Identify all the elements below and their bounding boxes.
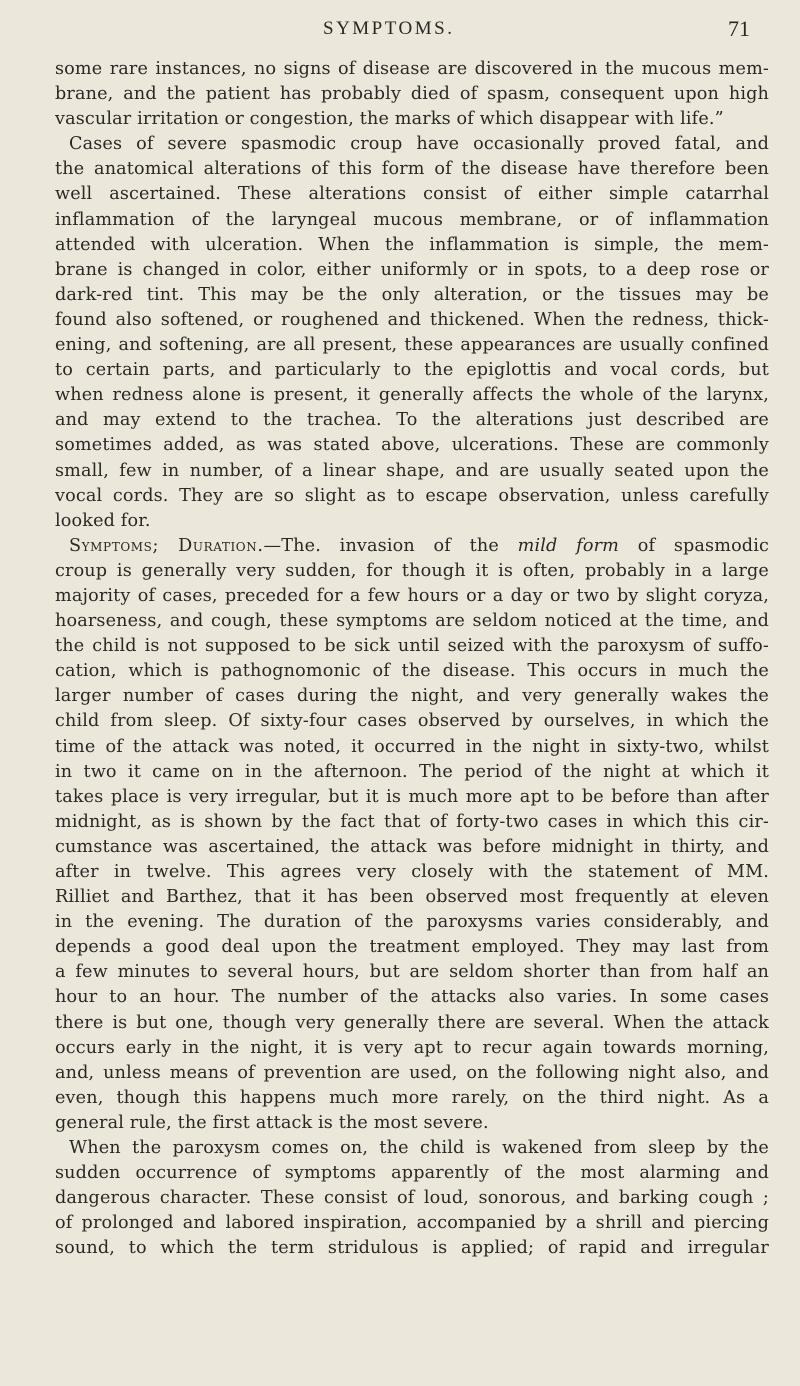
text-line: When the paroxysm comes on, the child is wakened from sleep by the <box>69 1138 769 1159</box>
italic-term: mild form <box>517 535 619 556</box>
text-line: croup is generally very sudden, for though it is often, probably in a large <box>55 560 769 581</box>
text-line: inflammation of the laryngeal mucous membrane, or of inflammation <box>55 209 769 230</box>
text-line: looked for. <box>55 510 151 531</box>
text-line: cumstance was ascertained, the attack was before midnight in thirty, and <box>55 836 769 857</box>
text-line: of prolonged and labored inspiration, accompanied by a shrill and piercing <box>55 1213 769 1234</box>
text-line: sometimes added, as was stated above, ulcerations. These are commonly <box>55 435 769 456</box>
text-line: hour to an hour. The number of the attacks also varies. In some cases <box>55 987 769 1008</box>
text-line: midnight, as is shown by the fact that of forty-two cases in which this cir- <box>55 811 769 832</box>
text-run: —The. invasion of the <box>263 535 518 556</box>
text-line: a few minutes to several hours, but are seldom shorter than from half an <box>55 962 769 983</box>
text-line: general rule, the first attack is the most severe. <box>55 1112 489 1133</box>
text-line: well ascertained. These alterations consist of either simple catarrhal <box>55 184 769 205</box>
text-line: dangerous character. These consist of loud, sonorous, and barking cough ; <box>55 1188 769 1209</box>
text-line: sound, to which the term stridulous is applied; of rapid and irregular <box>55 1238 769 1259</box>
section-heading: Symptoms; Duration. <box>69 535 264 556</box>
text-line: hoarseness, and cough, these symptoms are seldom noticed at the time, and <box>55 611 769 632</box>
text-line: vascular irritation or congestion, the marks of which disappear with life.” <box>55 109 724 130</box>
paragraph-symptoms-duration <box>55 534 769 1136</box>
page-number: 71 <box>728 16 750 41</box>
text-line: sudden occurrence of symptoms apparently of the most alarming and <box>55 1163 769 1184</box>
text-line: larger number of cases during the night, and very generally wakes the <box>55 686 769 707</box>
text-line: the child is not supposed to be sick until seized with the paroxysm of suffo- <box>55 636 769 657</box>
text-line: cation, which is pathognomonic of the disease. This occurs in much the <box>55 661 769 682</box>
text-line: small, few in number, of a linear shape, and are usually seated upon the <box>55 460 769 481</box>
running-head <box>0 16 800 46</box>
text-line: time of the attack was noted, it occurred in the night in sixty-two, whilst <box>55 736 769 757</box>
text-line: occurs early in the night, it is very apt to recur again towards morning, <box>55 1037 769 1058</box>
text-line: vocal cords. They are so slight as to escape observation, unless carefully <box>55 485 769 506</box>
paragraph-paroxysm <box>55 1136 769 1261</box>
text-line: brane is changed in color, either uniformly or in spots, to a deep rose or <box>55 259 769 280</box>
text-line: dark-red tint. This may be the only alteration, or the tissues may be <box>55 284 769 305</box>
text-line: found also softened, or roughened and thickened. When the redness, thick- <box>55 309 769 330</box>
paragraph-anatomical-alterations <box>55 132 769 534</box>
text-line: Cases of severe spasmodic croup have occasionally proved fatal, and <box>69 134 769 155</box>
paragraph-continued <box>55 57 769 132</box>
text-line: depends a good deal upon the treatment employed. They may last from <box>55 937 769 958</box>
text-line: in two it came on in the afternoon. The period of the night at which it <box>55 761 769 782</box>
text-line: after in twelve. This agrees very closely with the statement of MM. <box>55 862 769 882</box>
text-line: attended with ulceration. When the inflammation is simple, the mem- <box>55 234 769 255</box>
text-line: the anatomical alterations of this form of the disease have therefore been <box>55 159 769 180</box>
text-line: some rare instances, no signs of disease are discovered in the mucous mem- <box>55 59 769 79</box>
text-line: and, unless means of prevention are used, on the following night also, and <box>55 1062 769 1083</box>
text-line: when redness alone is present, it generally affects the whole of the larynx, <box>55 385 769 406</box>
text-line: child from sleep. Of sixty-four cases observed by ourselves, in which the <box>55 711 769 732</box>
text-line: in the evening. The duration of the paroxysms varies considerably, and <box>55 912 769 933</box>
text-line: even, though this happens much more rarely, on the third night. As a <box>55 1087 769 1108</box>
text-line: brane, and the patient has probably died of spasm, consequent upon high <box>55 84 769 105</box>
text-line: and may extend to the trachea. To the alterations just described are <box>55 410 769 431</box>
text-line: takes place is very irregular, but it is much more apt to be before than after <box>55 786 769 807</box>
text-line: to certain parts, and particularly to the epiglottis and vocal cords, but <box>55 360 769 381</box>
running-title: SYMPTOMS. <box>323 18 455 39</box>
text-line: there is but one, though very generally there are several. When the attack <box>55 1012 769 1033</box>
text-line: ening, and softening, are all present, these appearances are usually confined <box>55 335 769 356</box>
text-line: majority of cases, preceded for a few hours or a day or two by slight coryza, <box>55 585 769 606</box>
section-heading-line <box>55 534 769 559</box>
text-line: Rilliet and Barthez, that it has been observed most frequently at eleven <box>55 887 769 908</box>
body-text <box>55 57 769 1262</box>
text-run: of spasmodic <box>618 535 770 556</box>
